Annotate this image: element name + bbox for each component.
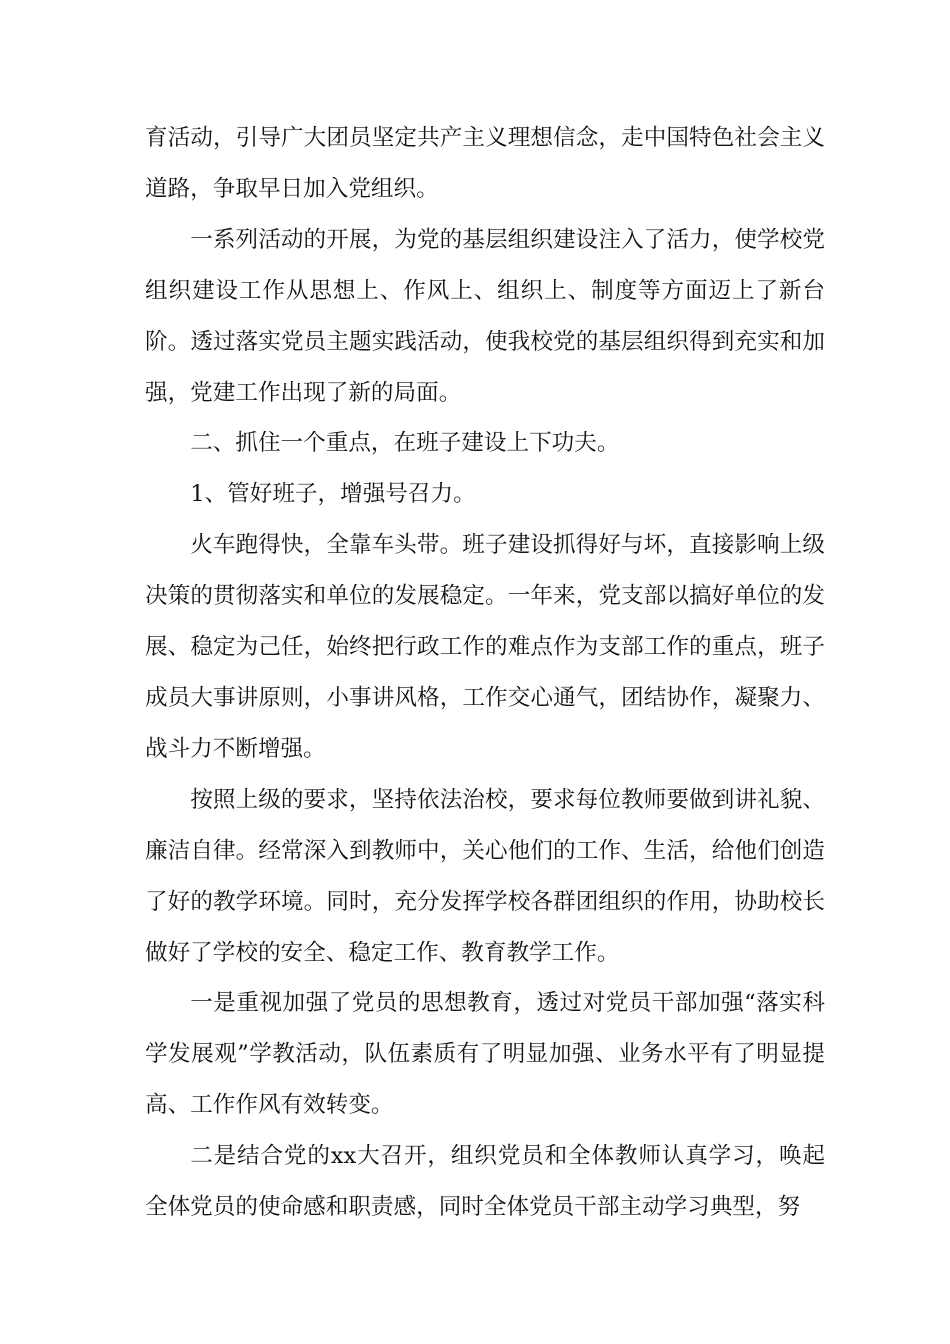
paragraph-6: 按照上级的要求，坚持依法治校，要求每位教师要做到讲礼貌、廉洁自律。经常深入到教师中，关心他们的工作、生活，给他们创造了好的教学环境。同时，充分发挥学校各群团组织的作用，协助校长做好了学校的安全、稳定工作、教育教学工作。 (145, 786, 825, 966)
paragraph-7: 一是重视加强了党员的思想教育，透过对党员干部加强“落实科学发展观”学教活动，队伍素质有了明显加强、业务水平有了明显提高、工作作风有效转变。 (145, 990, 825, 1119)
paragraph-2: 一系列活动的开展，为党的基层组织建设注入了活力，使学校党组织建设工作从思想上、作风上、组织上、制度等方面迈上了新台阶。透过落实党员主题实践活动，使我校党的基层组织得到充实和加强，党建工作出现了新的局面。 (145, 226, 825, 406)
paragraph-8: 二是结合党的xx大召开，组织党员和全体教师认真学习，唤起全体党员的使命感和职责感，同时全体党员干部主动学习典型，努 (145, 1143, 825, 1221)
paragraph-1: 育活动，引导广大团员坚定共产主义理想信念，走中国特色社会主义道路，争取早日加入党组织。 (145, 125, 825, 202)
paragraph-5: 火车跑得快，全靠车头带。班子建设抓得好与坏，直接影响上级决策的贯彻落实和单位的发展稳定。一年来，党支部以搞好单位的发展、稳定为己任，始终把行政工作的难点作为支部工作的重点，班子成员大事讲原则，小事讲风格，工作交心通气，团结协作，凝聚力、战斗力不断增强。 (145, 532, 825, 762)
subsection-heading: 1、管好班子，增强号召力。 (190, 481, 476, 508)
document-body (145, 113, 825, 1233)
section-heading: 二、抓住一个重点，在班子建设上下功夫。 (190, 430, 620, 457)
